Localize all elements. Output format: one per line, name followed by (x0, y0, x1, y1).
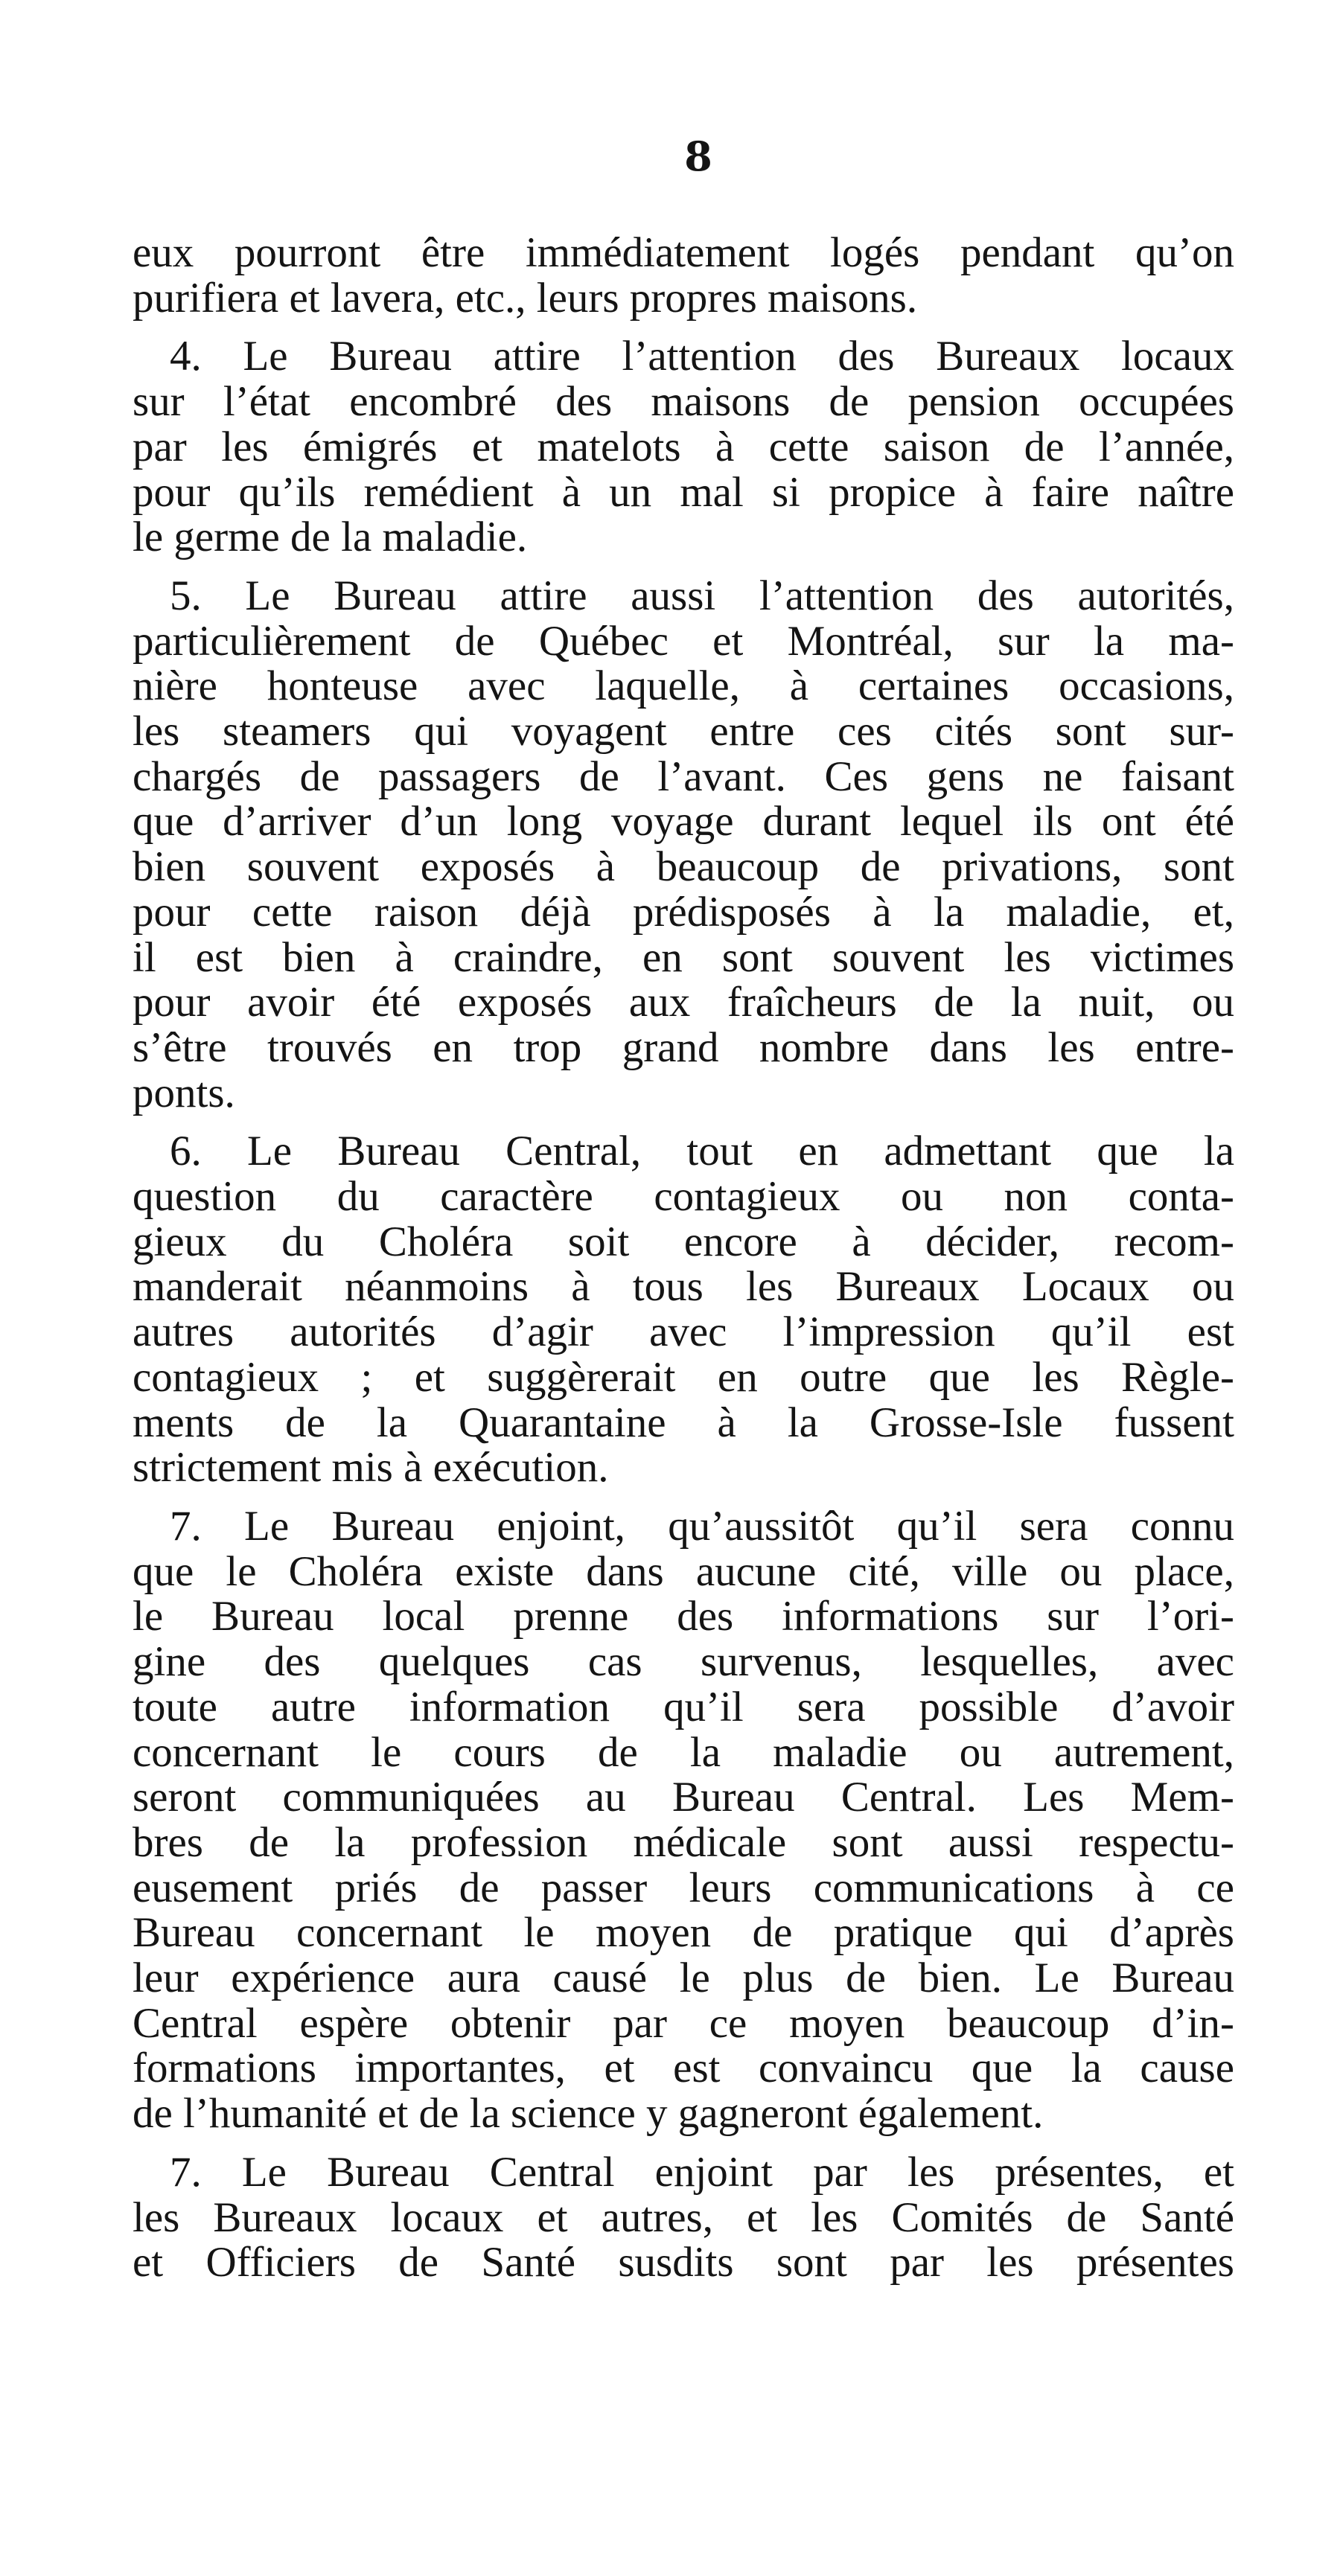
text-line: 4. Le Bureau attire l’attention des Bureaux locaux (170, 333, 1234, 380)
text-line: contagieux ; et suggèrerait en outre que les Règle- (133, 1353, 1234, 1401)
text-line: seront communiquées au Bureau Central. Les Mem- (133, 1774, 1234, 1821)
paragraph (133, 1129, 1234, 1491)
text-line: eusement priés de passer leurs communications à ce (133, 1864, 1234, 1911)
text-line: que d’arriver d’un long voyage durant lequel ils ont été (133, 798, 1234, 846)
text-line: les steamers qui voyagent entre ces cités sont sur- (133, 708, 1234, 755)
paragraph (133, 1504, 1234, 2137)
text-line: par les émigrés et matelots à cette saison de l’année, (133, 423, 1234, 470)
text-line: Bureau concernant le moyen de pratique qui d’après (133, 1909, 1234, 1957)
text-line: chargés de passagers de l’avant. Ces gens ne faisant (133, 752, 1234, 800)
text-line: s’être trouvés en trop grand nombre dans les entre- (133, 1023, 1234, 1071)
text-line: que le Choléra existe dans aucune cité, ville ou place, (133, 1547, 1234, 1595)
body-text (133, 231, 1234, 2286)
text-line: pour avoir été exposés aux fraîcheurs de la nuit, ou (133, 979, 1234, 1026)
text-line: les Bureaux locaux et autres, et les Comités de Santé (133, 2193, 1234, 2241)
text-line: concernant le cours de la maladie ou autrement, (133, 1728, 1234, 1776)
text-line: manderait néanmoins à tous les Bureaux Locaux ou (133, 1263, 1234, 1311)
text-line: de l’humanité et de la science y gagneront également. (133, 2090, 1044, 2138)
text-line: 5. Le Bureau attire aussi l’attention des autorités, (170, 572, 1234, 619)
paragraph (133, 231, 1234, 321)
text-line: gine des quelques cas survenus, lesquelles, avec (133, 1638, 1234, 1686)
text-line: ments de la Quarantaine à la Grosse-Isle fussent (133, 1399, 1234, 1446)
text-line: 7. Le Bureau Central enjoint par les présentes, et (170, 2148, 1234, 2196)
text-line: autres autorités d’agir avec l’impression qu’il est (133, 1308, 1234, 1356)
text-line: toute autre information qu’il sera possible d’avoir (133, 1683, 1234, 1730)
text-line: leur expérience aura causé le plus de bien. Le Bureau (133, 1955, 1234, 2002)
text-line: particulièrement de Québec et Montréal, sur la ma- (133, 617, 1234, 665)
text-line: le Bureau local prenne des informations sur l’ori- (133, 1593, 1234, 1640)
text-line: strictement mis à exécution. (133, 1444, 609, 1492)
text-line: question du caractère contagieux ou non conta- (133, 1173, 1234, 1221)
text-line: le germe de la maladie. (133, 514, 528, 561)
text-line: eux pourront être immédiatement logés pendant qu’on (133, 229, 1234, 276)
text-line: pour cette raison déjà prédisposés à la maladie, et, (133, 888, 1234, 936)
text-line: purifiera et lavera, etc., leurs propres maisons. (133, 274, 918, 322)
text-line: et Officiers de Santé susdits sont par les présentes (133, 2239, 1234, 2286)
text-line: pour qu’ils remédient à un mal si propice à faire naître (133, 468, 1234, 516)
text-line: Central espère obtenir par ce moyen beaucoup d’in- (133, 1999, 1234, 2047)
text-line: bres de la profession médicale sont aussi respectu- (133, 1818, 1234, 1866)
paragraph (133, 2150, 1234, 2286)
paragraph (133, 334, 1234, 560)
document-page (133, 134, 1234, 2299)
text-line: nière honteuse avec laquelle, à certaines occasions, (133, 662, 1234, 710)
text-line: sur l’état encombré des maisons de pension occupées (133, 378, 1234, 426)
page-number: 8 (684, 132, 712, 180)
text-line: formations importantes, et est convaincu que la cause (133, 2045, 1234, 2092)
text-line: bien souvent exposés à beaucoup de privations, sont (133, 843, 1234, 891)
text-line: il est bien à craindre, en sont souvent les victimes (133, 933, 1234, 981)
text-line: 7. Le Bureau enjoint, qu’aussitôt qu’il sera connu (170, 1502, 1234, 1550)
text-line: ponts. (133, 1069, 235, 1116)
paragraph (133, 574, 1234, 1116)
text-line: 6. Le Bureau Central, tout en admettant que la (170, 1128, 1234, 1175)
text-line: gieux du Choléra soit encore à décider, recom- (133, 1218, 1234, 1265)
